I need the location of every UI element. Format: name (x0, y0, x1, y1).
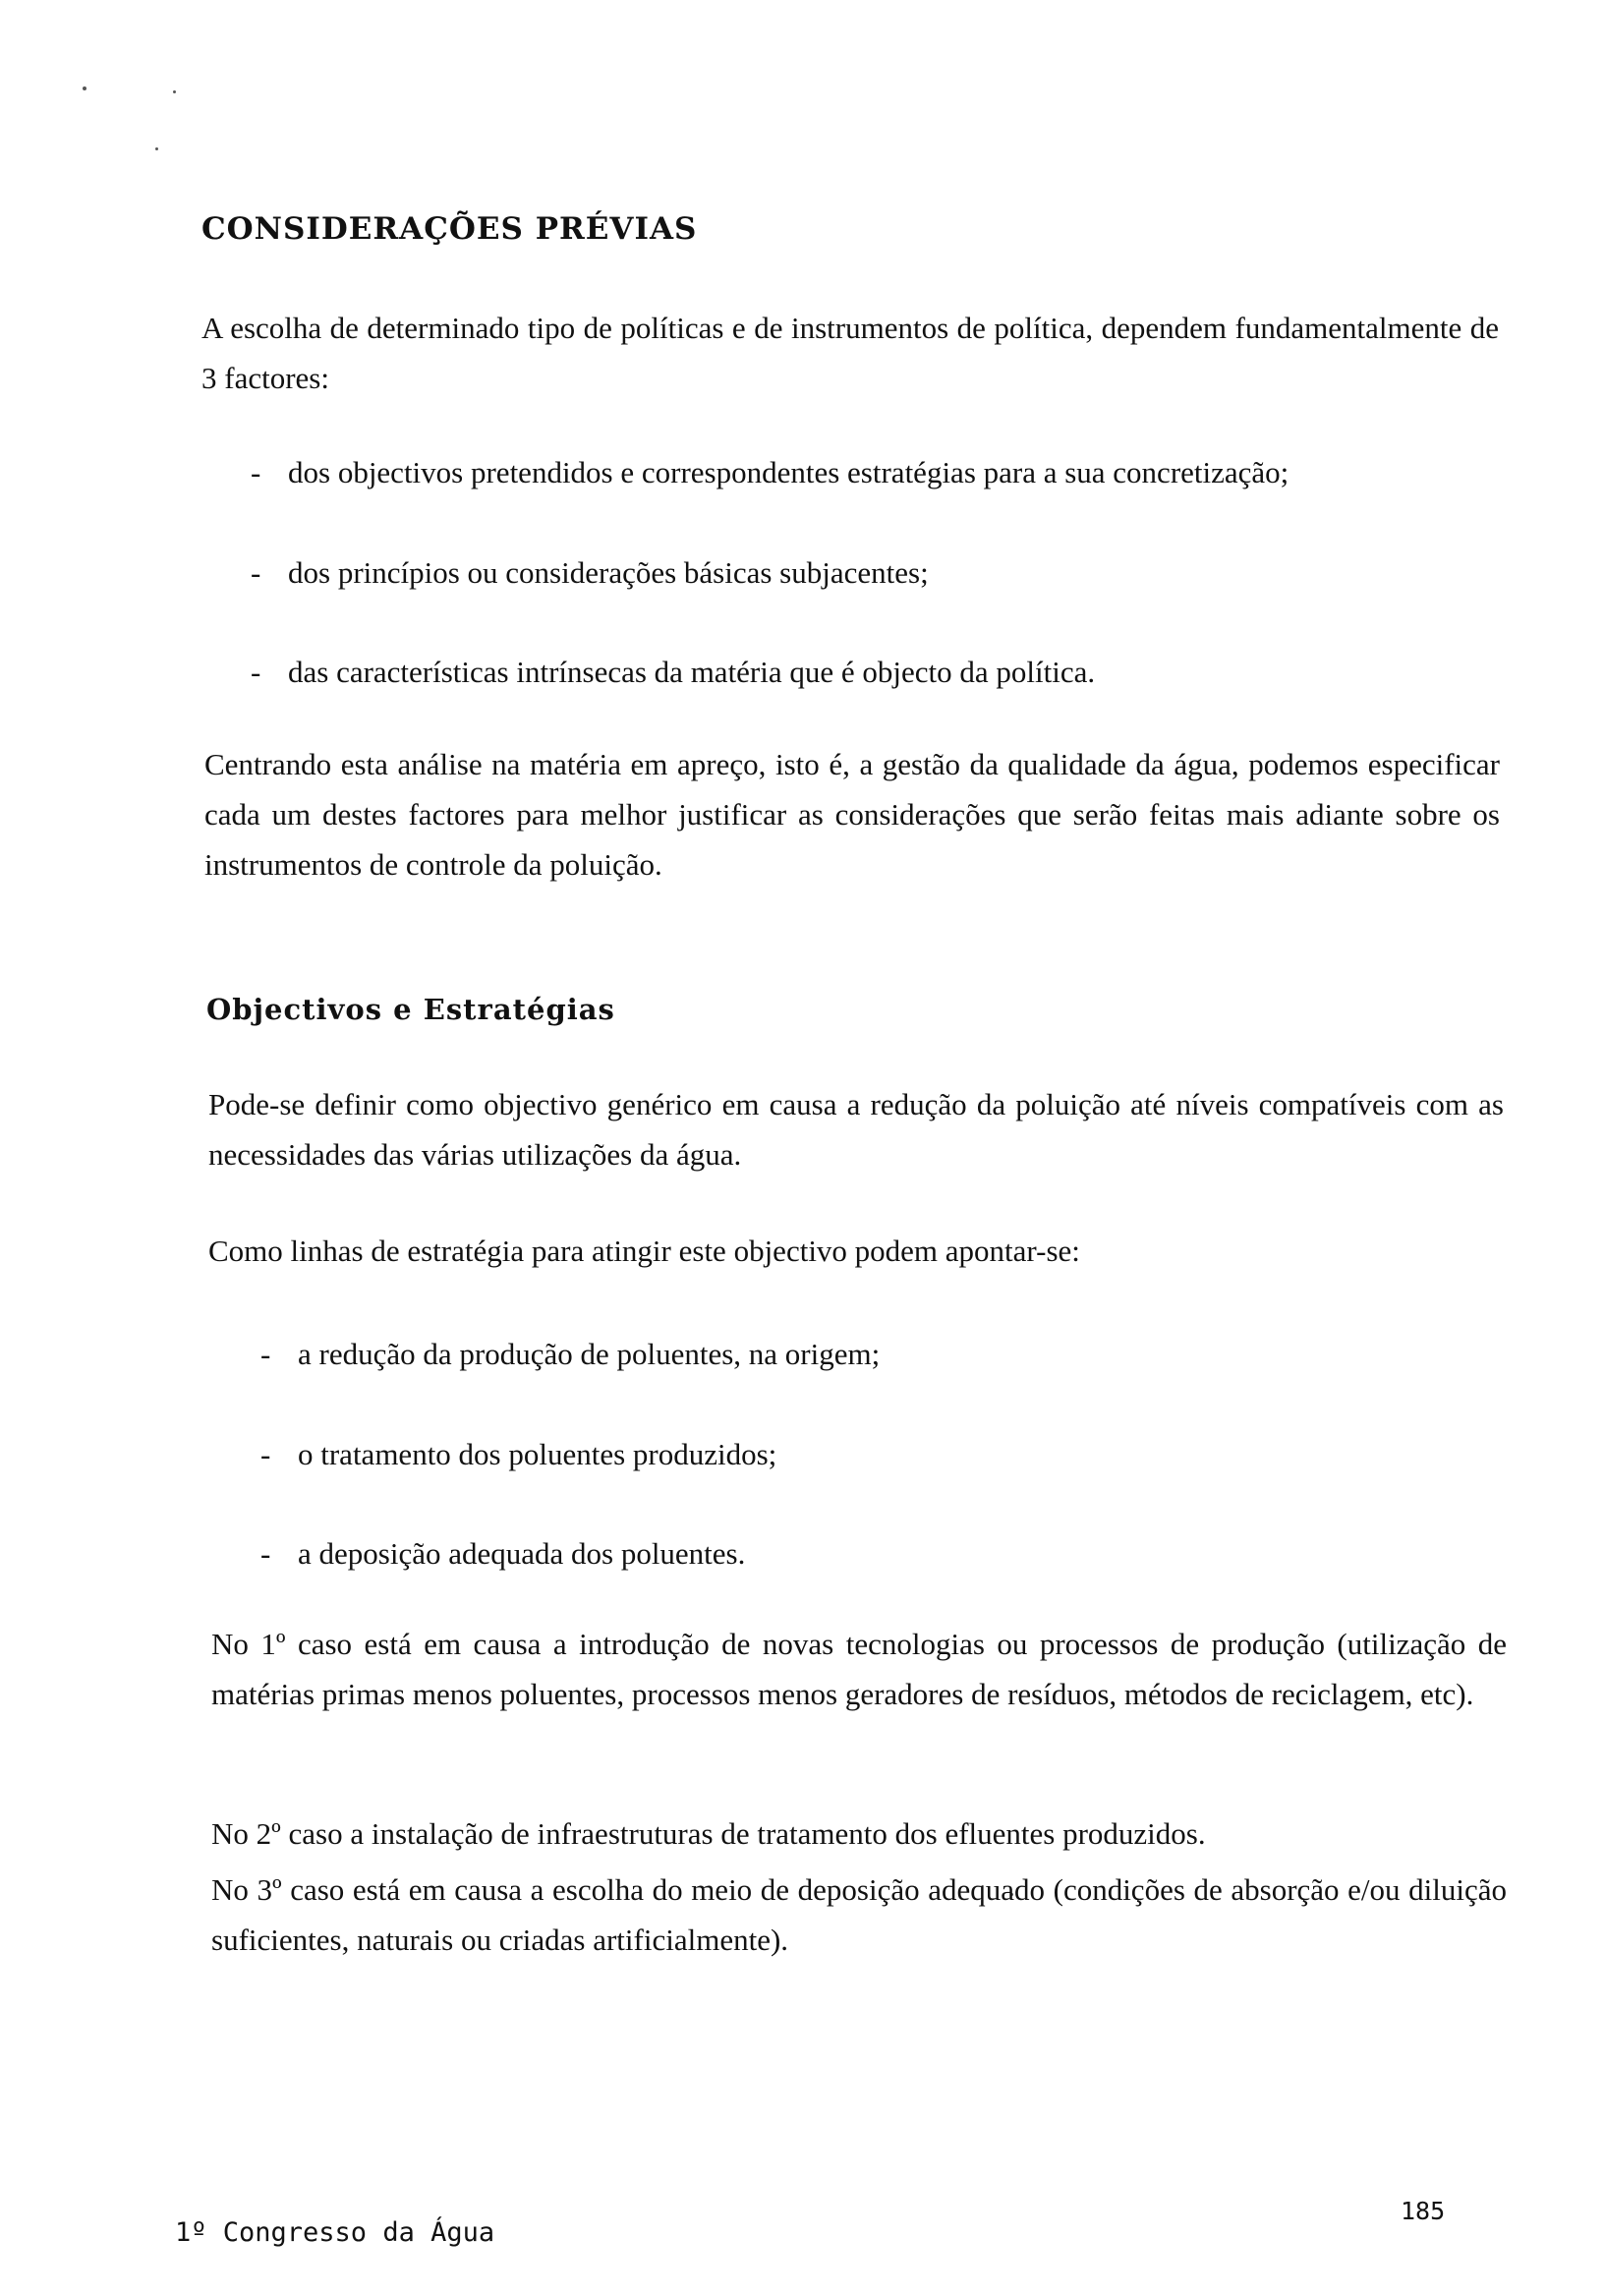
factor-list-item (251, 555, 929, 591)
factor-text: das características intrínsecas da matéria que é objecto da política. (288, 655, 1096, 689)
intro-paragraph: A escolha de determinado tipo de políticas e de instrumentos de política, dependem fundamentalmente de 3 factores: (201, 311, 1499, 395)
bullet-dash: - (260, 1536, 271, 1571)
scan-speck (173, 90, 176, 93)
case3-paragraph: No 3º caso está em causa a escolha do meio de deposição adequado (condições de absorção e/ou diluição suficientes, naturais ou criadas artificialmente). (211, 1872, 1507, 1957)
scan-speck (83, 86, 86, 90)
page-number: 185 (1401, 2197, 1446, 2225)
section-heading: CONSIDERAÇÕES PRÉVIAS (201, 211, 698, 247)
strategy-intro: Como linhas de estratégia para atingir este objectivo podem apontar-se: (208, 1234, 1080, 1268)
bullet-dash: - (260, 1337, 271, 1371)
scan-speck (155, 147, 158, 150)
factor-text: dos princípios ou considerações básicas subjacentes; (288, 555, 929, 590)
bullet-dash: - (251, 455, 261, 489)
strategy-list-item (260, 1536, 745, 1572)
factor-text: dos objectivos pretendidos e correspondentes estratégias para a sua concretização; (288, 455, 1289, 489)
bullet-dash: - (251, 555, 261, 590)
strategy-list-item (260, 1437, 776, 1472)
focus-paragraph: Centrando esta análise na matéria em apreço, isto é, a gestão da qualidade da água, podemos especificar cada um destes factores para melhor justificar as considerações que serão feitas mais adiante sobre os instrumentos de controle da poluição. (204, 747, 1500, 882)
objective-paragraph: Pode-se definir como objectivo genérico em causa a redução da poluição até níveis compatíveis com as necessidades das várias utilizações da água. (208, 1087, 1504, 1172)
strategy-text: o tratamento dos poluentes produzidos; (298, 1437, 777, 1471)
factor-list-item (251, 655, 1095, 690)
footer-conference: 1º Congresso da Água (175, 2217, 495, 2248)
strategy-text: a deposição adequada dos poluentes. (298, 1536, 746, 1571)
strategy-text: a redução da produção de poluentes, na origem; (298, 1337, 881, 1371)
strategy-list-item (260, 1337, 880, 1372)
factor-list-item (251, 455, 1289, 490)
bullet-dash: - (260, 1437, 271, 1471)
case2-line: No 2º caso a instalação de infraestruturas de tratamento dos efluentes produzidos. (211, 1816, 1206, 1851)
subsection-heading: Objectivos e Estratégias (206, 993, 615, 1026)
case1-paragraph: No 1º caso está em causa a introdução de novas tecnologias ou processos de produção (utilização de matérias primas menos poluentes, processos menos geradores de resíduos, métodos de reciclagem, etc). (211, 1627, 1507, 1711)
bullet-dash: - (251, 655, 261, 689)
